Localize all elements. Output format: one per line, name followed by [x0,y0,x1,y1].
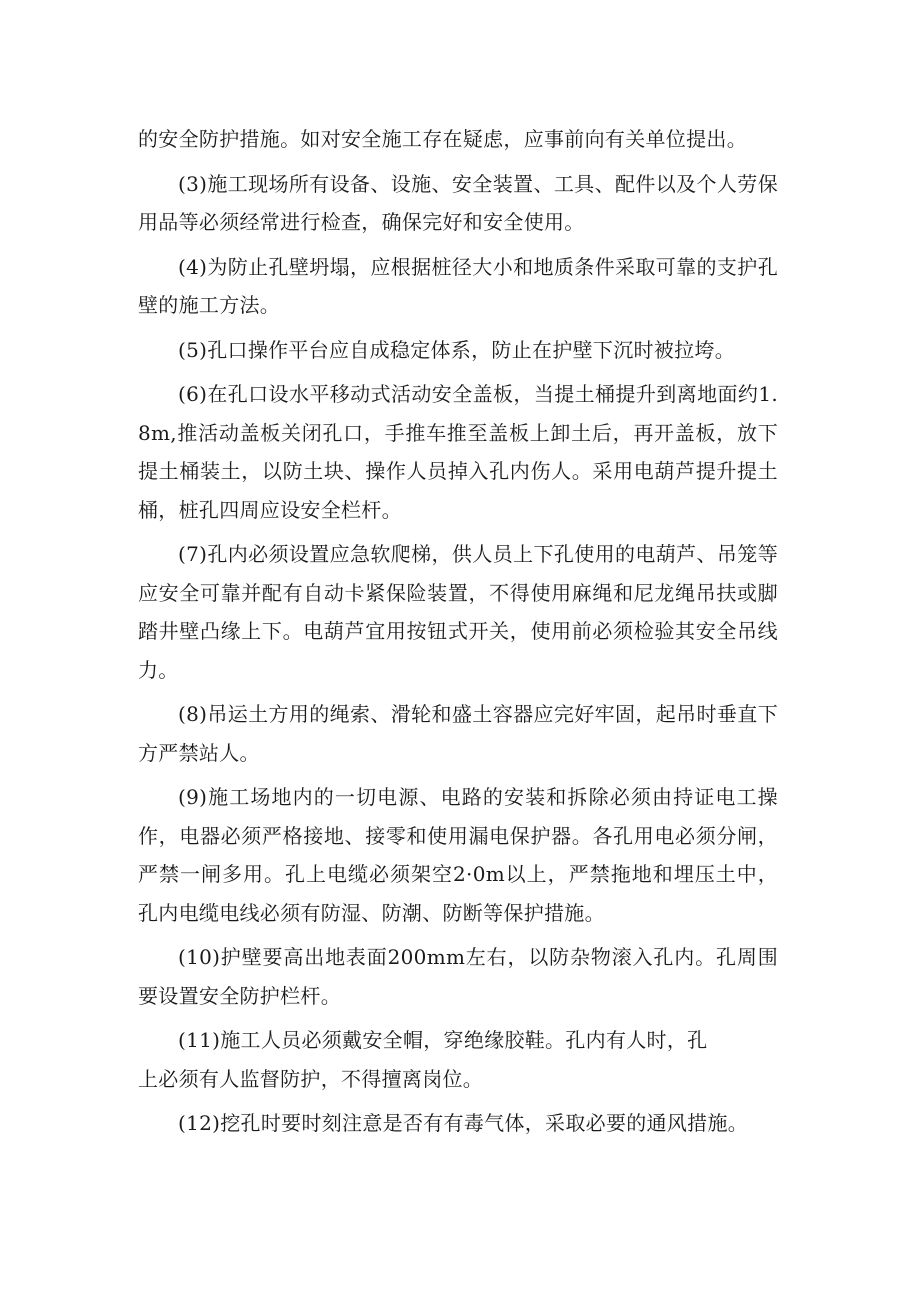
paragraph-continuation: 的安全防护措施。如对安全施工存在疑虑，应事前向有关单位提出。 [138,127,747,151]
paragraph-item-12: (12)挖孔时要时刻注意是否有有毒气体，采取必要的通风措施。 [178,1111,749,1135]
paragraph-item-9: (9)施工场地内的一切电源、电路的安装和拆除必须由持证电工操作，电器必须严格接地、接零和使用漏电保护器。各孔用电必须分闸，严禁一闸多用。孔上电缆必须架空2·0m以上，严禁拖地和埋压土中，孔内电缆电线必须有防湿、防潮、防断等保护措施。 [138,785,778,925]
paragraph-item-10: (10)护壁要高出地表面200mm左右，以防杂物滚入孔内。孔周围要设置安全防护栏杆。 [138,945,778,1008]
paragraph-item-4: (4)为防止孔壁坍塌，应根据桩径大小和地质条件采取可靠的支护孔壁的施工方法。 [138,254,778,317]
paragraph-item-5: (5)孔口操作平台应自成稳定体系，防止在护壁下沉时被拉垮。 [178,337,736,362]
paragraph-item-6: (6)在孔口设水平移动式活动安全盖板，当提土桶提升到离地面约1.8m,推活动盖板关闭孔口，手推车推至盖板上卸土后，再开盖板，放下提土桶装土，以防土块、操作人员掉入孔内伤人。采用电葫芦提升提土桶，桩孔四周应设安全栏杆。 [138,382,778,522]
document-body [138,120,778,1149]
paragraph-item-3: (3)施工现场所有设备、设施、安全装置、工具、配件以及个人劳保用品等必须经常进行检查，确保完好和安全使用。 [138,171,778,234]
paragraph-item-8: (8)吊运土方用的绳索、滑轮和盛土容器应完好牢固，起吊时垂直下方严禁站人。 [138,702,778,765]
paragraph-item-11: (11)施工人员必须戴安全帽，穿绝缘胶鞋。孔内有人时，孔上必须有人监督防护，不得擅离岗位。 [138,1028,708,1091]
paragraph-item-7: (7)孔内必须设置应急软爬梯，供人员上下孔使用的电葫芦、吊笼等应安全可靠并配有自动卡紧保险装置，不得使用麻绳和尼龙绳吊扶或脚踏井壁凸缘上下。电葫芦宜用按钮式开关，使用前必须检验其安全吊线力。 [138,542,778,682]
